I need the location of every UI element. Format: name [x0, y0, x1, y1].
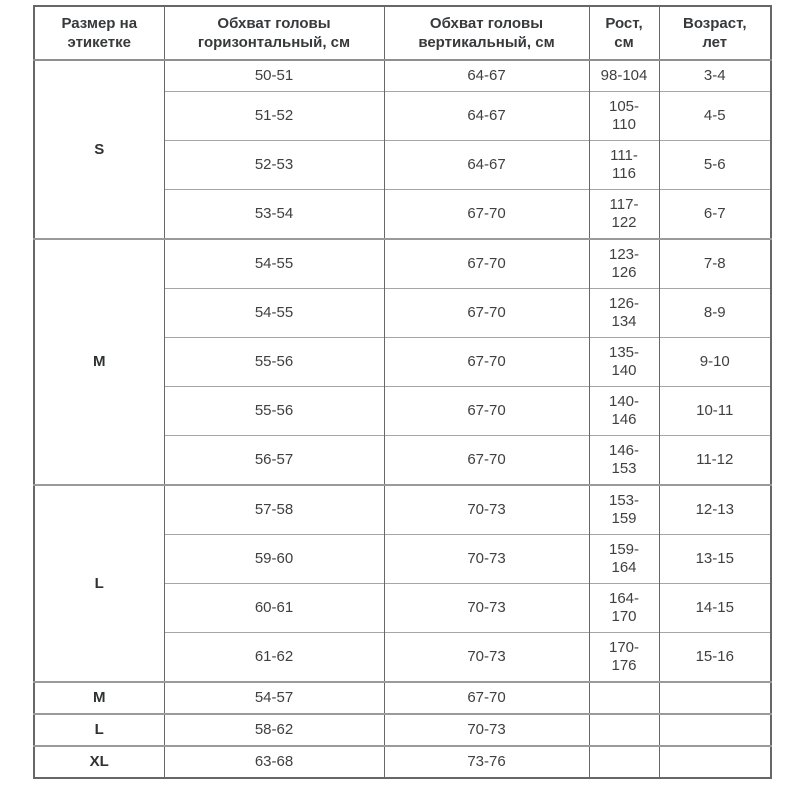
cell-horizontal: 55-56	[164, 338, 384, 387]
size-label-l-adult: L	[34, 714, 164, 746]
cell-age: 3-4	[659, 60, 771, 92]
cell-height: 123-126	[589, 239, 659, 289]
cell-horizontal: 53-54	[164, 190, 384, 240]
cell-age: 8-9	[659, 289, 771, 338]
header-size: Размер на этикетке	[34, 6, 164, 60]
cell-vertical: 70-73	[384, 714, 589, 746]
table-row	[34, 485, 771, 535]
cell-horizontal: 59-60	[164, 535, 384, 584]
cell-height: 105-110	[589, 92, 659, 141]
cell-vertical: 70-73	[384, 633, 589, 683]
size-label-xl: XL	[34, 746, 164, 778]
cell-age	[659, 682, 771, 714]
cell-vertical: 70-73	[384, 485, 589, 535]
cell-age	[659, 714, 771, 746]
cell-age: 6-7	[659, 190, 771, 240]
cell-horizontal: 50-51	[164, 60, 384, 92]
header-vertical-circumference: Обхват головы вертикальный, см	[384, 6, 589, 60]
table-row	[34, 239, 771, 289]
cell-height: 146-153	[589, 436, 659, 486]
table-row	[34, 60, 771, 92]
cell-horizontal: 54-55	[164, 289, 384, 338]
cell-height: 159-164	[589, 535, 659, 584]
cell-height: 140-146	[589, 387, 659, 436]
cell-age: 9-10	[659, 338, 771, 387]
cell-age	[659, 746, 771, 778]
table-row	[34, 714, 771, 746]
size-label-m: M	[34, 239, 164, 485]
cell-height	[589, 746, 659, 778]
size-label-s: S	[34, 60, 164, 239]
cell-age: 14-15	[659, 584, 771, 633]
cell-age: 13-15	[659, 535, 771, 584]
cell-vertical: 67-70	[384, 190, 589, 240]
cell-height	[589, 682, 659, 714]
cell-vertical: 67-70	[384, 387, 589, 436]
cell-vertical: 67-70	[384, 436, 589, 486]
size-label-l: L	[34, 485, 164, 682]
header-horizontal-circumference: Обхват головы горизонтальный, см	[164, 6, 384, 60]
cell-height: 153-159	[589, 485, 659, 535]
cell-horizontal: 58-62	[164, 714, 384, 746]
cell-vertical: 67-70	[384, 338, 589, 387]
size-chart-table	[33, 5, 772, 779]
cell-horizontal: 52-53	[164, 141, 384, 190]
cell-vertical: 73-76	[384, 746, 589, 778]
cell-height: 170-176	[589, 633, 659, 683]
cell-height: 111-116	[589, 141, 659, 190]
cell-height: 126-134	[589, 289, 659, 338]
cell-age: 12-13	[659, 485, 771, 535]
cell-height: 164-170	[589, 584, 659, 633]
cell-vertical: 64-67	[384, 60, 589, 92]
cell-vertical: 64-67	[384, 92, 589, 141]
header-row	[34, 6, 771, 60]
cell-horizontal: 54-57	[164, 682, 384, 714]
cell-vertical: 67-70	[384, 682, 589, 714]
cell-vertical: 67-70	[384, 239, 589, 289]
cell-horizontal: 61-62	[164, 633, 384, 683]
cell-horizontal: 63-68	[164, 746, 384, 778]
cell-horizontal: 57-58	[164, 485, 384, 535]
cell-age: 5-6	[659, 141, 771, 190]
cell-horizontal: 55-56	[164, 387, 384, 436]
cell-vertical: 67-70	[384, 289, 589, 338]
cell-age: 10-11	[659, 387, 771, 436]
cell-age: 11-12	[659, 436, 771, 486]
cell-vertical: 70-73	[384, 535, 589, 584]
cell-height	[589, 714, 659, 746]
cell-vertical: 64-67	[384, 141, 589, 190]
cell-age: 15-16	[659, 633, 771, 683]
cell-height: 135-140	[589, 338, 659, 387]
cell-horizontal: 54-55	[164, 239, 384, 289]
header-height: Рост, см	[589, 6, 659, 60]
cell-horizontal: 51-52	[164, 92, 384, 141]
table-row	[34, 682, 771, 714]
cell-vertical: 70-73	[384, 584, 589, 633]
table-row	[34, 746, 771, 778]
cell-height: 117-122	[589, 190, 659, 240]
header-age: Возраст, лет	[659, 6, 771, 60]
cell-height: 98-104	[589, 60, 659, 92]
size-label-m-adult: M	[34, 682, 164, 714]
cell-horizontal: 56-57	[164, 436, 384, 486]
cell-age: 4-5	[659, 92, 771, 141]
cell-age: 7-8	[659, 239, 771, 289]
cell-horizontal: 60-61	[164, 584, 384, 633]
